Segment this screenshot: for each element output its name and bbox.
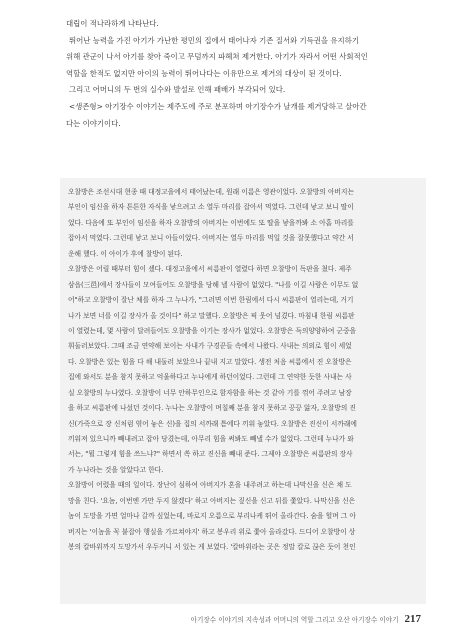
story-line: 오찰방은 어릴 때부터 힘이 셌다. 대정고을에서 씨름판이 열렸다 하면 오찰방이 독판을 쳤다. 제주 [68, 265, 352, 274]
story-line: 실 오찰방의 누나였다. 오찰방이 너무 안하무인으로 함자함을 하는 것 같아 기를 꺾어 주려고 남장 [68, 388, 352, 397]
story-line: 을 하고 씨름판에 나섰던 것이다. 누나는 오찰방이 며칠째 분을 참지 못하고 끙끙 앓자, 오찰방의 진 [68, 404, 356, 413]
story-line: 신(가죽으로 장 신처럼 엮어 놓은 신)을 집의 서까래 틈에다 끼워 놓았다. 오찰방은 진신이 서까래에 [68, 419, 357, 428]
story-line: 다. 오찰방은 있는 힘을 다 해 내둘러 보았으나 끝내 지고 말았다. 생전 처음 씨름에서 진 오찰방은 [68, 357, 352, 366]
running-title: 아기장수 이야기의 지속성과 어머니의 역할 그리고 오산 아기장수 이야기 [190, 616, 399, 624]
story-line: 버지는 '이놈을 꼭 붙잡아 행실을 가르쳐야지' 하고 봉우리 위로 쫓아 올라갔다. 드디어 오찰방이 상 [68, 527, 356, 536]
story-line: 봉의 칼바위까지 도망가서 우두커니 서 있는 게 보였다. '칼바위라는 곳은 정말 칼로 끊은 듯이 천인 [68, 543, 356, 552]
story-line: 나가 보면 너를 이길 장사가 올 것이다" 하고 말했다. 오찰방은 픽 웃어 넘겼다. 마침내 한림 씨름판 [68, 311, 355, 320]
body-paragraph [66, 82, 418, 99]
body-line: <생존형> 아기장수 이야기는 제주도에 주로 분포하며 아기장수가 날개를 제거당하고 살아간 [68, 101, 367, 111]
story-line: 잡아서 먹였다. 그런데 낳고 보니 아들이었다. 아버지는 열두 마리를 먹일 것을 잘못했다고 약간 서 [68, 234, 354, 243]
story-line: 삼읍(三邑)에서 장사들이 모여들어도 오찰방을 당해 낼 사람이 없었다. "나를 이길 사람은 이무도 없 [68, 280, 359, 289]
story-line: 놈이 도망을 가면 얼마나 갈까 싶었는데, 바로지 오름으로 부리나케 뛰어 올라간다. 숨을 헐며 그 아 [68, 512, 356, 521]
body-paragraph [66, 99, 418, 132]
story-line: 오찰방이 어렸을 때의 일이다. 장난이 심하여 아버지가 혼을 내주려고 하는데 나막신을 신은 채 도 [68, 481, 352, 490]
body-line: 그리고 어머니의 두 번의 실수와 발설로 인해 패배가 부각되어 있다. [68, 85, 286, 95]
quoted-story-text [68, 185, 415, 556]
body-text [66, 16, 418, 132]
story-line: 이 열렸는데, 몇 사람이 달려들어도 오찰방을 이기는 장사가 없었다. 오찰방은 득의양양하여 군중을 [68, 326, 357, 335]
story-line: 집에 와서도 분을 참지 못하고 억울하다고 누나에게 하던이었다. 그런데 그 연약한 듯한 사내는 사 [68, 373, 352, 382]
story-line: 었다. 다음에 또 부인이 임신을 하자 오찰방의 아버지는 이번에도 또 딸을 낳을까봐 소 아홉 마리를 [68, 218, 354, 227]
story-line: 어"하고 오찰방이 잘난 체를 하자 그 누나가, "그러면 이번 한림에서 다시 씨름판이 열리는데, 거기 [68, 296, 354, 305]
body-line: 위해 관군이 나서 아기를 찾아 죽이고 무덤까지 파헤쳐 제거한다. 아기가 자라서 어떤 사회적인 [66, 52, 368, 62]
story-line: 부인이 임신을 하자 튼튼한 자식을 낳으려고 소 열두 마리를 잡아서 먹였다. 그런데 낳고 보니 딸이 [68, 203, 354, 212]
page-number: 217 [404, 613, 421, 625]
story-line: 휘둘러보았다. 그때 조금 연약해 보이는 사내가 구경꾼들 속에서 나왔다. 사내는 의외로 힘이 세었 [68, 342, 352, 351]
story-line: 가 누나라는 것을 알았다고 한다. [68, 465, 164, 474]
body-paragraph [66, 33, 418, 83]
body-line: 대립이 적나라하게 나타난다. [66, 19, 159, 28]
story-line: 오찰방은 조선시대 현종 때 대정고을에서 태어났는데, 원래 이름은 영관이었다. 오찰방의 아버지는 [68, 188, 354, 196]
body-paragraph [66, 16, 418, 33]
story-line: 망을 친다. '요놈, 이번엔 가만 두지 않겠다' 하고 아버지는 짚신을 신고 뒤를 쫓았다. 나막신을 신은 [68, 496, 356, 505]
body-line: 다는 이야기이다. [66, 118, 121, 128]
page-footer [191, 613, 421, 627]
story-line: 서는, "뭘 그렇게 힘을 쓰느냐?" 하면서 쏙 하고 진신을 빼내 준다. 그제야 오찰방은 씨름판의 장사 [68, 450, 353, 459]
story-line: 운해 했다. 이 아이가 후에 찰방이 된다. [68, 249, 183, 258]
story-line: 끼워져 있으니까 빼내려고 잡아 당겼는데, 아무리 힘을 써봐도 빼낼 수가 없었다. 그런데 누나가 와 [68, 435, 354, 443]
body-line: 뛰어난 능력을 가진 아기가 가난한 평민의 집에서 태어나자 기존 질서와 기득권을 유지하기 [68, 35, 359, 45]
body-line: 역할을 한적도 없지만 아이의 능력이 뛰어나다는 이유만으로 제거의 대상이 된 것이다. [66, 68, 342, 78]
